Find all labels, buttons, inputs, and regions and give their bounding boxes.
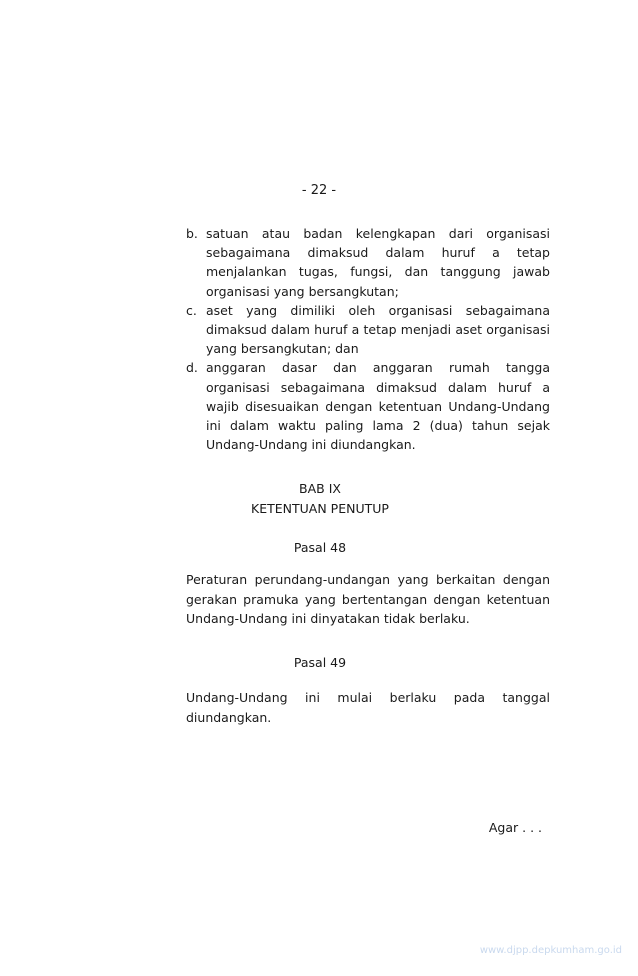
chapter-title: KETENTUAN PENUTUP [251, 501, 389, 516]
watermark-link[interactable]: www.djpp.depkumham.go.id [479, 945, 622, 956]
item-text: satuan atau badan kelengkapan dari organisasi sebagaimana dimaksud dalam huruf a tetap menjalankan tugas, fungsi, dan tanggung jawab organisasi yang bersangkutan; [206, 226, 550, 299]
article-48-heading: Pasal 48 [293, 540, 347, 555]
item-letter: d. [186, 360, 198, 376]
article-49-text [186, 688, 550, 727]
item-text: anggaran dasar dan anggaran rumah tangga organisasi sebagaimana dimaksud dalam huruf a wajib disesuaikan dengan ketentuan Undang-Undang ini dalam waktu paling lama 2 (dua) tahun sejak Undang-Undang ini diundangkan. [206, 360, 550, 453]
page-number: - 22 - [301, 183, 337, 198]
item-letter: c. [186, 302, 197, 318]
article-49-heading: Pasal 49 [293, 655, 347, 670]
item-letter: b. [186, 226, 198, 241]
list-item [186, 224, 550, 301]
next-page-catchword: Agar . . . [488, 820, 542, 835]
article-48-text: Peraturan perundang-undangan yang berkaitan dengan gerakan pramuka yang bertentangan dengan ketentuan Undang-Undang ini dinyatakan tidak berlaku. [186, 572, 550, 627]
article-49-line-2: diundangkan. [186, 709, 272, 725]
item-list [186, 224, 550, 454]
chapter-number: BAB IX [299, 481, 341, 496]
list-item [186, 301, 550, 359]
list-item [186, 358, 550, 454]
article-49-line-1: Undang-Undang ini mulai berlaku pada tanggal [186, 690, 550, 705]
item-text: aset yang dimiliki oleh organisasi sebagaimana dimaksud dalam huruf a tetap menjadi aset organisasi yang bersangkutan; dan [206, 302, 550, 357]
